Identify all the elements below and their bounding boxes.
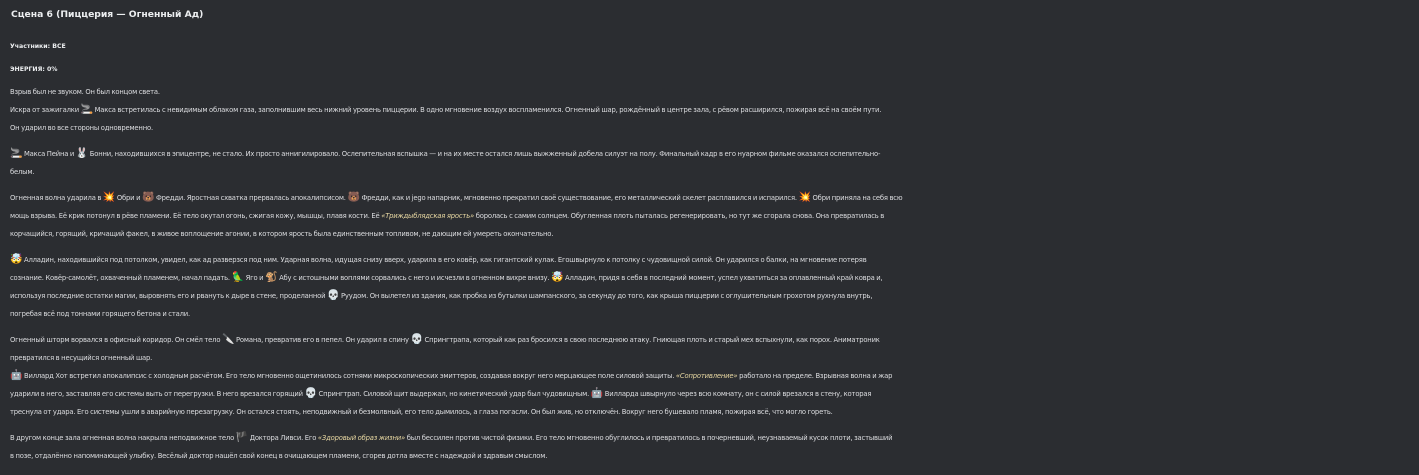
bear-icon: 🐻	[142, 192, 155, 203]
exploding-head-icon: 🤯	[10, 254, 23, 265]
pirate-flag-icon: 🏴	[235, 432, 249, 443]
skull-icon: 💀	[410, 334, 423, 345]
bear-icon: 🐻	[347, 192, 360, 203]
paragraph-explosion: Взрыв был не звуком. Он был концом света. Искра от зажигалки 🚬 Макса встретилась с невидимым облаком газа, заполнившим весь нижний уровень пиццерии. В одно мгновение воздух воспламенился. Огненный шар, рождённый в центре зала, с рёвом расширился, пожирая всё на своём пути. Он ударил во все стороны одновременно.	[10, 88, 882, 132]
ability-name: «Сопротивление»	[675, 372, 738, 380]
rabbit-icon: 🐰	[75, 148, 89, 159]
paragraph-aubrey-freddy: Огненная волна ударила в 💥 Обри и 🐻 Фредди. Яростная схватка прервалась апокалипсисом. 🐻 Фредди, как и jego напарник, мгновенно прекратил своё существование, его металлический скелет расплавился и испарился. 💥 Обри приняла на себя всю мощь взрыва. Её крик потонул в рёве пламени. Её тело окутал огонь, сжигая кожу, мышцы, плавя кости. Её «Триждыблядская ярость» боролась с самим солнцем. Обугленная плоть пыталась регенерировать, но тут же сгорала снова. Она превратилась в корчащийся, горящий, кричащий факел, в живое воплощение агонии, в котором ярость была единственным топливом, не дающим ей умереть окончательно.	[10, 192, 903, 238]
ability-name: «Здоровый образ жизни»	[317, 434, 406, 442]
robot-icon: 🤖	[590, 388, 604, 399]
paragraph-livesey: В другом конце зала огненная волна накрыла неподвижное тело 🏴 Доктора Ливси. Его «Здоровый образ жизни» был бессилен против чистой физики. Его тело мгновенно обуглилось и превратилось в почерневший, неузнаваемый кусок плоти, застывший в позе, отдалённо напоминающей улыбку. Весёлый доктор нашёл свой конец в очищающем пламени, сгорев дотла вместе с надеждой и здравым смыслом.	[10, 432, 893, 460]
explosion-icon: 💥	[798, 192, 811, 203]
ability-name: «Триждыблядская ярость»	[381, 212, 475, 220]
skull-icon: 💀	[327, 290, 340, 301]
paragraph-max-bonnie: 🚬 Макса Пейна и 🐰 Бонни, находившихся в эпицентре, не стало. Их просто аннигилировало. Ослепительная вспышка — и на их месте остался лишь выжженный добела силуэт на полу. Финальный кадр в его нуарном фильме оказался ослепительно- белым.	[10, 148, 881, 176]
scene-title: Сцена 6 (Пиццерия — Огненный Ад)	[11, 9, 204, 20]
cigarette-icon: 🚬	[80, 104, 93, 115]
monkey-icon: 🐒	[265, 272, 278, 283]
cigarette-icon: 🚬	[10, 148, 23, 159]
message-content	[10, 6, 1412, 473]
paragraph-aladdin: 🤯 Алладин, находившийся под потолком, увидел, как ад разверзся под ним. Ударная волна, идущая снизу вверх, ударила в его ковёр, как гигантский кулак. Егошвырнуло к потолку с чудовищной силой. Он ударился о балки, на мгновение потеряв сознание. Ковёр-самолёт, охваченный пламенем, начал падать. 🦜 Яго и 🐒 Абу с истошными воплями сорвались с него и исчезли в огненном вихре внизу. 🤯 Алладин, придя в себя в последний момент, успел ухватиться за оплавленный край ковра и, используя последние остатки магии, выровнять его и рвануть к дыре в стене, проделанной 💀 Руудом. Он вылетел из здания, как пробка из бутылки шампанского, за секунду до того, как крыша пиццерии с оглушительным грохотом рухнула внутрь, погребая всё под тоннами горящего бетона и стали.	[10, 254, 883, 318]
participants-line: Участники: ВСЕ	[10, 43, 66, 50]
skull-icon: 💀	[304, 388, 317, 399]
robot-icon: 🤖	[10, 370, 23, 381]
parrot-icon: 🦜	[231, 272, 244, 283]
paragraph-office-willard: Огненный шторм ворвался в офисный коридор. Он смёл тело 🔪 Романа, превратив его в пепел. Он ударил в спину 💀 Спрингтрапа, который как раз бросился в свою последнюю атаку. Гниющая плоть и старый мех вспыхнули, как порох. Аниматроник превратился в несущийся огненный шар. 🤖 Виллард Хот встретил апокалипсис с холодным расчётом. Его тело мгновенно ощетинилось сотнями микроскопических эмиттеров, создавая вокруг него мерцающее поле силовой защиты. «Сопротивление» работало на пределе. Взрывная волна и жар ударили в него, заставляя его системы выть от перегрузки. В него врезался горящий 💀 Спрингтрап. Силовой щит выдержал, но кинетический удар был чудовищным. 🤖 Вилларда швырнуло через всю комнату, он с силой врезался в стену, которая треснула от удара. Его системы ушли в аварийную перезагрузку. Он остался стоять, неподвижный и безмолвный, его тело дымилось, а глаза погасли. Он был жив, но отключён. Вокруг него бушевало пламя, пожирая всё, что могло гореть.	[10, 334, 893, 416]
energy-line: ЭНЕРГИЯ: 0%	[10, 66, 58, 73]
explosion-icon: 💥	[102, 192, 116, 203]
knife-icon: 🔪	[222, 334, 235, 345]
exploding-head-icon: 🤯	[551, 272, 564, 283]
